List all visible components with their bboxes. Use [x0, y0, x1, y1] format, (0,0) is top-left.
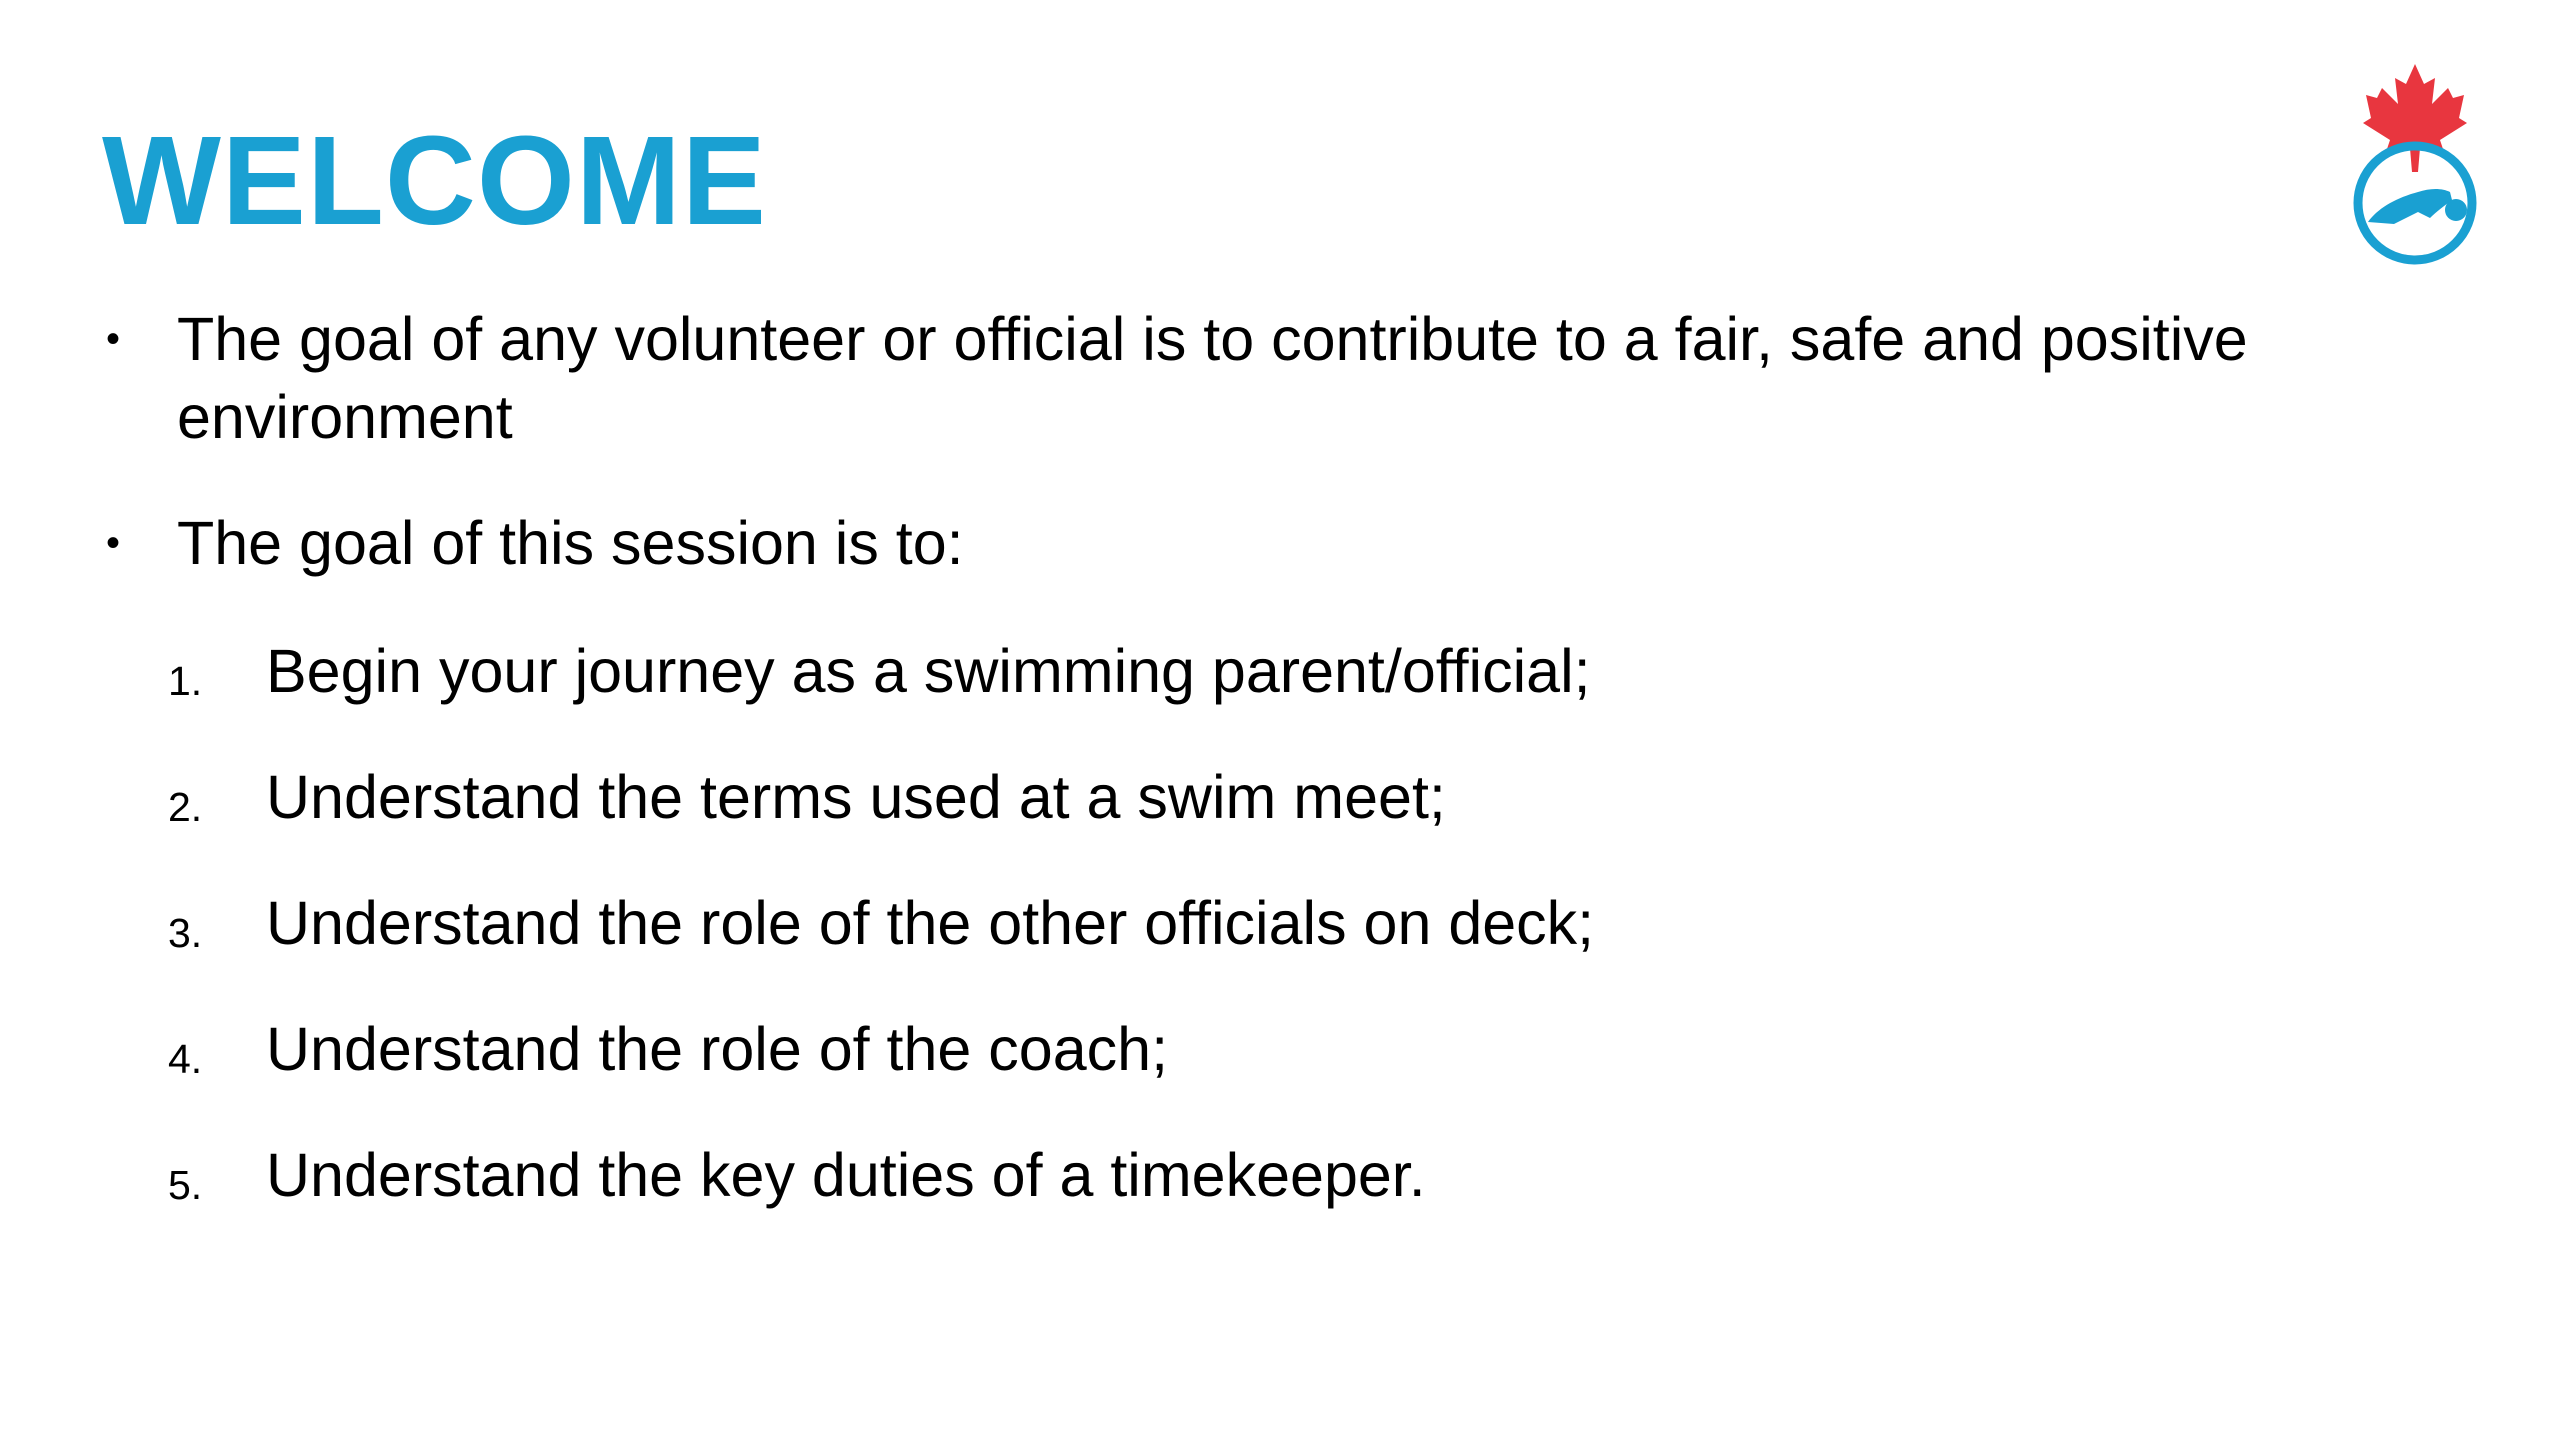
goal-number: 2. — [168, 784, 203, 830]
goal-text: Begin your journey as a swimming parent/official; — [266, 637, 1591, 705]
goal-item — [168, 884, 2168, 1010]
bullet-marker: • — [106, 317, 121, 361]
goal-number: 4. — [168, 1036, 203, 1082]
session-goals-list — [168, 632, 2168, 1262]
swimmer-icon — [2368, 189, 2452, 224]
slide-title: WELCOME — [102, 110, 767, 251]
goal-number: 3. — [168, 910, 203, 956]
swimmer-head — [2445, 199, 2467, 221]
goal-item — [168, 1136, 2168, 1262]
goal-text: Understand the terms used at a swim meet; — [266, 763, 1446, 831]
bullet-item — [102, 300, 2252, 456]
goal-number: 1. — [168, 658, 203, 704]
bullet-item — [102, 504, 2252, 582]
goal-text: Understand the key duties of a timekeeper. — [266, 1141, 1426, 1209]
goal-text: Understand the role of the coach; — [266, 1015, 1169, 1083]
goal-item — [168, 632, 2168, 758]
bullet-text: The goal of any volunteer or official is to contribute to a fair, safe and positive environment — [177, 305, 2248, 451]
goal-item — [168, 758, 2168, 884]
swimming-canada-logo-icon — [2340, 60, 2490, 280]
bullet-text: The goal of this session is to: — [177, 509, 964, 577]
bullet-list — [102, 300, 2252, 582]
goal-item — [168, 1010, 2168, 1136]
goal-text: Understand the role of the other officials on deck; — [266, 889, 1595, 957]
bullet-marker: • — [106, 521, 121, 565]
goal-number: 5. — [168, 1162, 203, 1208]
